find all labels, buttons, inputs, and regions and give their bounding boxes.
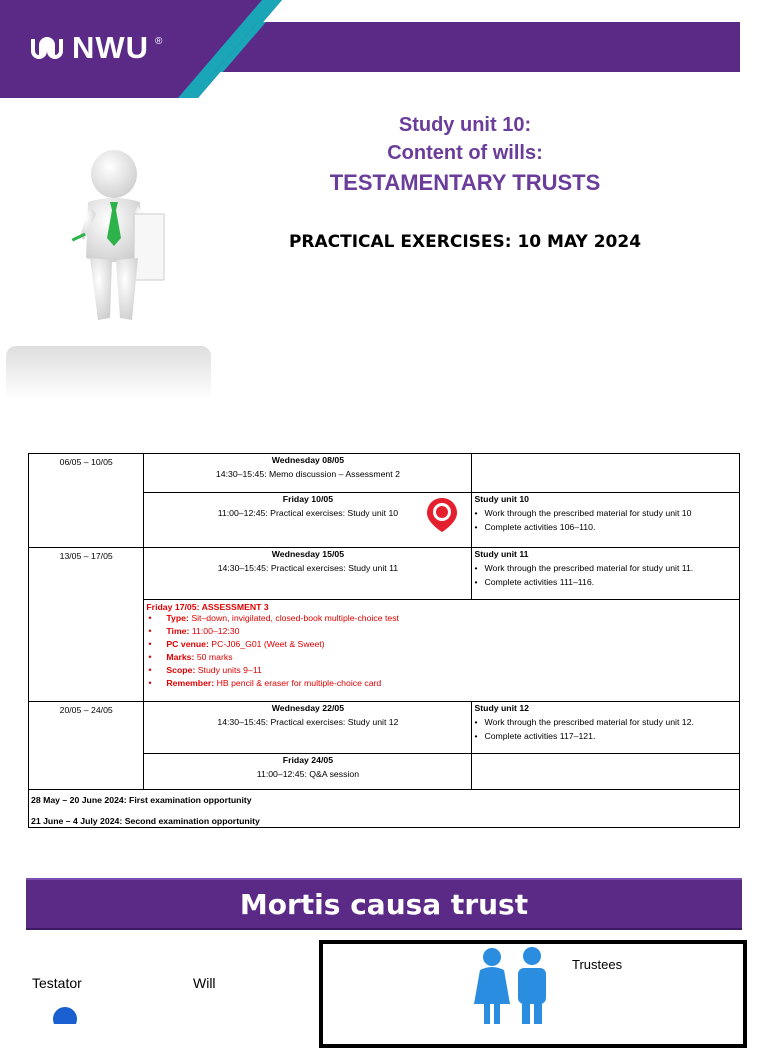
week-dates-cell: [29, 548, 144, 702]
nwu-logo-icon: [30, 33, 64, 63]
assessment-item: [166, 651, 737, 664]
schedule-table: [28, 453, 740, 828]
task-item: [474, 717, 737, 727]
bullet: •: [474, 508, 478, 518]
brand-name: NWU: [72, 30, 150, 65]
exam-cell: [29, 790, 740, 828]
session-cell: [144, 548, 472, 600]
session-day: Friday 24/05: [282, 755, 334, 765]
session-cell: [144, 754, 472, 790]
bullet: •: [474, 522, 478, 532]
location-pin-icon: [425, 497, 459, 533]
task-item: [474, 563, 737, 573]
session-day: Wednesday 08/05: [271, 455, 345, 465]
bullet: •: [474, 577, 478, 587]
assessment-details: [146, 612, 737, 690]
item-value: 11:00–12:30: [191, 626, 240, 636]
title-line-3: TESTAMENTARY TRUSTS: [329, 170, 601, 195]
section-title-bar: [26, 878, 742, 930]
section-title: Mortis causa trust: [239, 887, 529, 921]
week-dates-cell: [29, 702, 144, 790]
item-value: Sit–down, invigilated, closed-book multiple-choice test: [191, 613, 399, 623]
bullet: •: [474, 717, 478, 727]
testator-label: Testator: [32, 975, 82, 991]
item-label: Scope:: [166, 665, 196, 675]
task-item: [474, 508, 737, 518]
bullet: •: [474, 731, 478, 741]
session-detail: 11:00–12:45: Q&A session: [256, 769, 360, 779]
item-label: Type:: [166, 613, 189, 623]
testator-icon: [52, 1006, 78, 1024]
week-dates: 20/05 – 24/05: [59, 705, 113, 715]
week-dates: 06/05 – 10/05: [59, 457, 113, 467]
title-line-1: Study unit 10:: [398, 114, 532, 136]
item-value: Study units 9–11: [197, 665, 262, 675]
session-cell: [144, 454, 472, 493]
task-text: Work through the prescribed material for study unit 12.: [484, 717, 694, 727]
study-unit-heading: Study unit 11: [474, 549, 529, 559]
page-subtitle: PRACTICAL EXERCISES: 10 MAY 2024: [288, 232, 642, 252]
session-day: Wednesday 15/05: [271, 549, 345, 559]
week-dates-cell: [29, 454, 144, 548]
item-value: PC-J06_G01 (Weet & Sweet): [211, 639, 325, 649]
assessment-heading: Friday 17/05: ASSESSMENT 3: [146, 602, 269, 612]
item-label: Marks:: [166, 652, 195, 662]
bullet: •: [474, 563, 478, 573]
person-holding-paper-illustration: [6, 140, 211, 400]
trustees-people-icon: [470, 946, 556, 1024]
assessment-item: [166, 638, 737, 651]
task-text: Complete activities 111–116.: [484, 577, 595, 587]
session-cell: [144, 702, 472, 754]
session-day: Friday 10/05: [282, 494, 334, 504]
assessment-item: [166, 612, 737, 625]
assessment-item: [166, 664, 737, 677]
item-label: Remember:: [166, 678, 215, 688]
study-unit-heading: Study unit 12: [474, 703, 529, 713]
session-detail: 14:30–15:45: Practical exercises: Study unit 12: [217, 717, 399, 727]
task-text: Work through the prescribed material for study unit 11.: [484, 563, 694, 573]
task-text: Complete activities 117–121.: [484, 731, 596, 741]
exam-opportunity-1: 28 May – 20 June 2024: First examination opportunity: [31, 795, 252, 805]
will-label: Will: [193, 975, 216, 991]
assessment-item: [166, 625, 737, 638]
title-line-2: Content of wills:: [387, 142, 543, 164]
week-dates: 13/05 – 17/05: [59, 551, 113, 561]
task-text: Work through the prescribed material for study unit 10: [484, 508, 692, 518]
session-detail: 14:30–15:45: Memo discussion – Assessment 2: [215, 469, 400, 479]
task-item: [474, 731, 737, 741]
tasks-cell: [472, 548, 740, 600]
task-text: Complete activities 106–110.: [484, 522, 596, 532]
session-detail: 11:00–12:45: Practical exercises: Study unit 10: [217, 508, 399, 518]
assessment-item: [166, 677, 737, 690]
session-detail: 14:30–15:45: Practical exercises: Study unit 11: [217, 563, 399, 573]
tasks-cell: [472, 754, 740, 790]
task-item: [474, 522, 737, 532]
session-cell: [144, 493, 472, 548]
tasks-cell: [472, 702, 740, 754]
session-day: Wednesday 22/05: [271, 703, 345, 713]
item-value: HB pencil & eraser for multiple-choice card: [216, 678, 382, 688]
item-label: Time:: [166, 626, 190, 636]
assessment-cell: [144, 600, 740, 702]
item-label: PC venue:: [166, 639, 209, 649]
nwu-logo: [30, 30, 162, 66]
item-value: 50 marks: [196, 652, 233, 662]
registered-mark: ®: [155, 35, 163, 47]
tasks-cell: [472, 454, 740, 493]
task-item: [474, 577, 737, 587]
tasks-cell: [472, 493, 740, 548]
study-unit-heading: Study unit 10: [474, 494, 529, 504]
trustees-label: Trustees: [572, 957, 623, 972]
exam-opportunity-2: 21 June – 4 July 2024: Second examination opportunity: [31, 816, 260, 826]
